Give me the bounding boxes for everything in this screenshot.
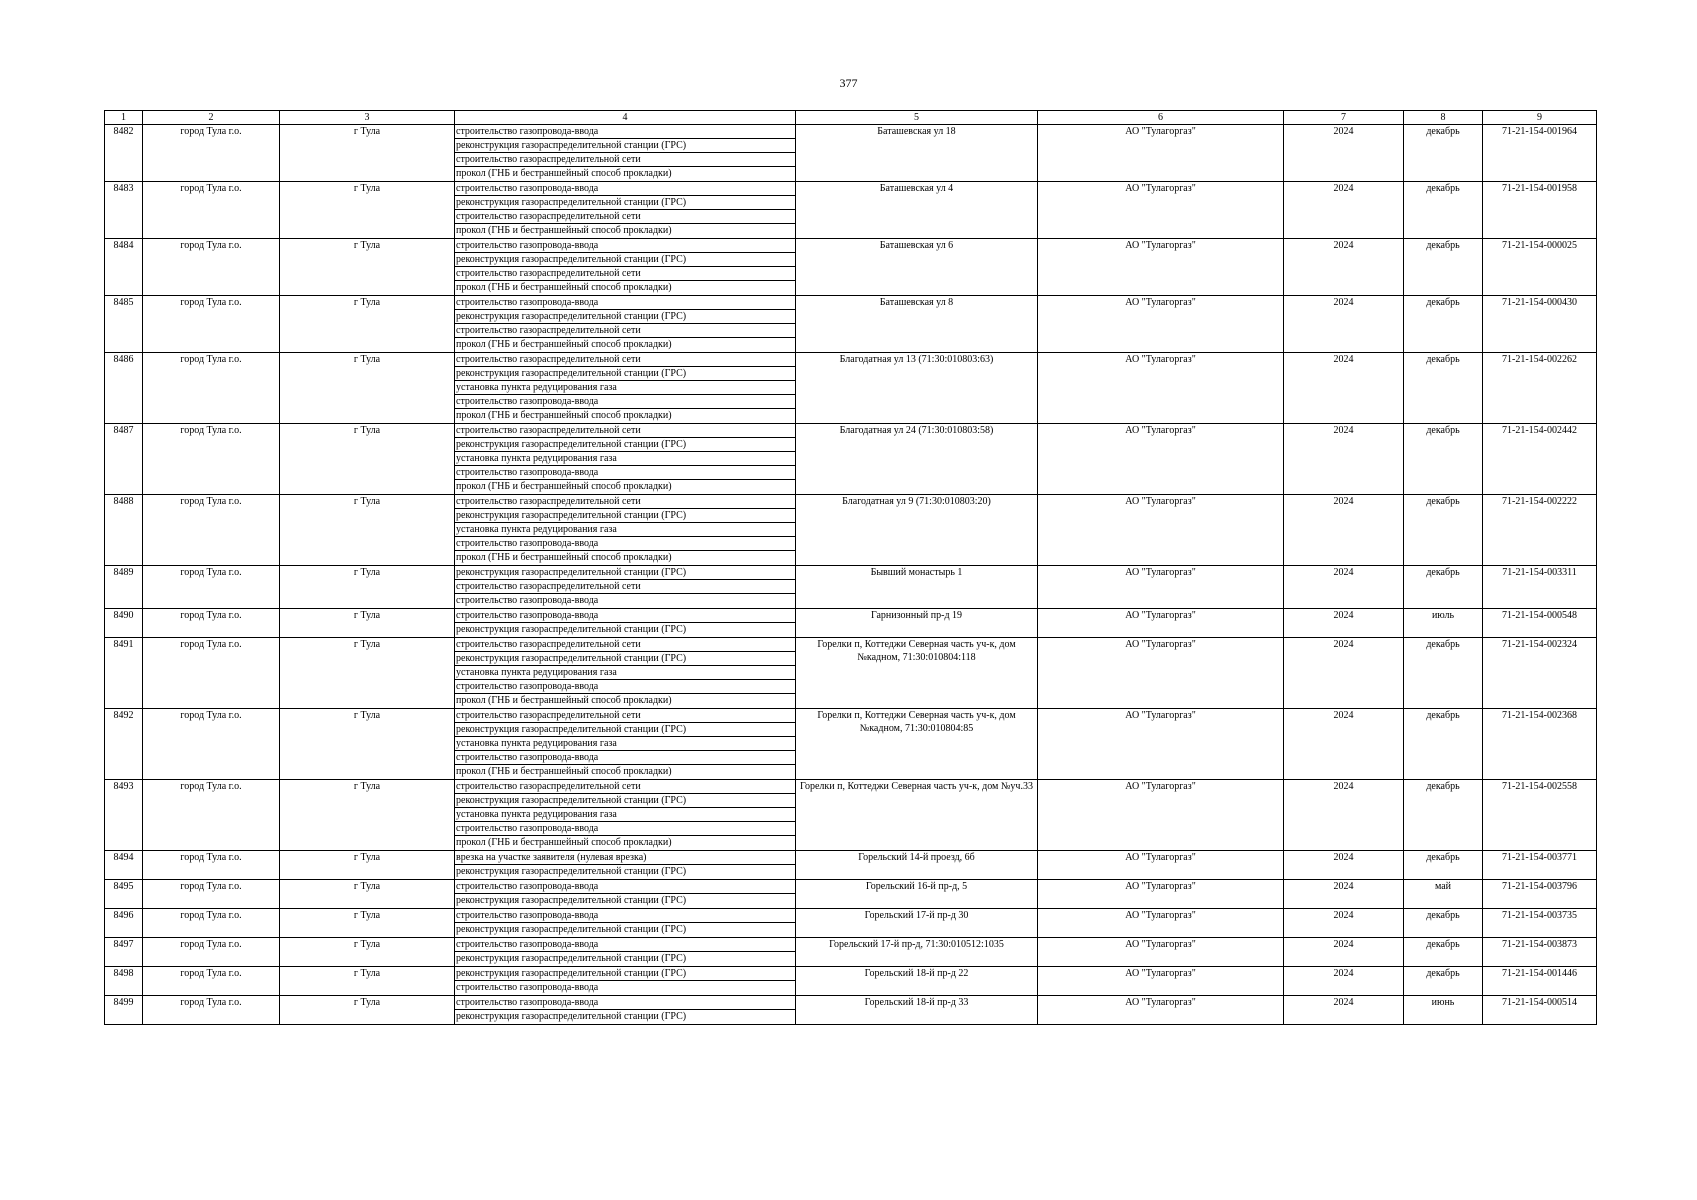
works-cell (455, 239, 796, 296)
month-cell: май (1404, 880, 1483, 909)
address-cell: Баташевская ул 6 (796, 239, 1038, 296)
table-row (105, 996, 1597, 1025)
header-cell: 7 (1284, 111, 1404, 125)
locality-cell: г Тула (280, 125, 455, 182)
work-item: реконструкция газораспределительной станции (ГРС) (455, 967, 795, 981)
address-cell: Баташевская ул 4 (796, 182, 1038, 239)
table-row (105, 880, 1597, 909)
address-cell: Горельский 18-й пр-д 22 (796, 967, 1038, 996)
work-item: прокол (ГНБ и бестраншейный способ прокладки) (456, 339, 672, 350)
year-cell: 2024 (1284, 851, 1404, 880)
year-cell: 2024 (1284, 424, 1404, 495)
locality-cell: г Тула (280, 566, 455, 609)
code-cell: 71-21-154-001958 (1483, 182, 1597, 239)
address-cell: Горелки п, Коттеджи Северная часть уч-к, дом №уч.33 (796, 780, 1038, 851)
table-row (105, 780, 1597, 851)
work-item: установка пункта редуцирования газа (455, 737, 795, 751)
month-cell: декабрь (1404, 239, 1483, 296)
district-cell: город Тула г.о. (143, 638, 280, 709)
operator-cell: АО "Тулагоргаз" (1038, 566, 1284, 609)
work-item: строительство газораспределительной сети (455, 424, 795, 438)
work-item: прокол (ГНБ и бестраншейный способ прокладки) (456, 282, 672, 293)
work-item: реконструкция газораспределительной станции (ГРС) (455, 310, 795, 324)
work-item: реконструкция газораспределительной станции (ГРС) (455, 367, 795, 381)
work-item: строительство газопровода-ввода (455, 751, 795, 765)
locality-cell: г Тула (280, 182, 455, 239)
month-cell: декабрь (1404, 909, 1483, 938)
work-item: строительство газопровода-ввода (455, 125, 795, 139)
address-cell: Бывший монастырь 1 (796, 566, 1038, 609)
month-cell: декабрь (1404, 780, 1483, 851)
district-cell: город Тула г.о. (143, 967, 280, 996)
district-cell: город Тула г.о. (143, 125, 280, 182)
year-cell: 2024 (1284, 353, 1404, 424)
month-cell: декабрь (1404, 638, 1483, 709)
work-item: установка пункта редуцирования газа (455, 381, 795, 395)
district-cell: город Тула г.о. (143, 780, 280, 851)
operator-cell: АО "Тулагоргаз" (1038, 996, 1284, 1025)
locality-cell: г Тула (280, 996, 455, 1025)
work-item: реконструкция газораспределительной станции (ГРС) (455, 652, 795, 666)
table-row (105, 566, 1597, 609)
work-item: строительство газопровода-ввода (455, 182, 795, 196)
row-number-cell: 8485 (105, 296, 143, 353)
code-cell: 71-21-154-002442 (1483, 424, 1597, 495)
table-row (105, 495, 1597, 566)
operator-cell: АО "Тулагоргаз" (1038, 125, 1284, 182)
operator-cell: АО "Тулагоргаз" (1038, 495, 1284, 566)
row-number-cell: 8498 (105, 967, 143, 996)
work-item: строительство газопровода-ввода (455, 537, 795, 551)
table-row (105, 909, 1597, 938)
code-cell: 71-21-154-001964 (1483, 125, 1597, 182)
address-cell: Благодатная ул 13 (71:30:010803:63) (796, 353, 1038, 424)
year-cell: 2024 (1284, 609, 1404, 638)
works-cell (455, 182, 796, 239)
code-cell: 71-21-154-000548 (1483, 609, 1597, 638)
work-item: реконструкция газораспределительной станции (ГРС) (455, 794, 795, 808)
district-cell: город Тула г.о. (143, 239, 280, 296)
locality-cell: г Тула (280, 967, 455, 996)
operator-cell: АО "Тулагоргаз" (1038, 239, 1284, 296)
address-cell: Благодатная ул 24 (71:30:010803:58) (796, 424, 1038, 495)
year-cell: 2024 (1284, 182, 1404, 239)
work-item: реконструкция газораспределительной станции (ГРС) (455, 253, 795, 267)
work-item: реконструкция газораспределительной станции (ГРС) (456, 624, 687, 635)
operator-cell: АО "Тулагоргаз" (1038, 909, 1284, 938)
district-cell: город Тула г.о. (143, 182, 280, 239)
operator-cell: АО "Тулагоргаз" (1038, 609, 1284, 638)
year-cell: 2024 (1284, 909, 1404, 938)
work-item: строительство газораспределительной сети (455, 780, 795, 794)
work-item: реконструкция газораспределительной станции (ГРС) (456, 924, 687, 935)
locality-cell: г Тула (280, 709, 455, 780)
work-item: прокол (ГНБ и бестраншейный способ прокладки) (456, 766, 672, 777)
header-cell: 4 (455, 111, 796, 125)
locality-cell: г Тула (280, 495, 455, 566)
code-cell: 71-21-154-003735 (1483, 909, 1597, 938)
work-item: установка пункта редуцирования газа (455, 666, 795, 680)
year-cell: 2024 (1284, 938, 1404, 967)
work-item: строительство газопровода-ввода (455, 466, 795, 480)
works-cell (455, 638, 796, 709)
operator-cell: АО "Тулагоргаз" (1038, 880, 1284, 909)
work-item: строительство газопровода-ввода (455, 609, 795, 623)
year-cell: 2024 (1284, 566, 1404, 609)
district-cell: город Тула г.о. (143, 709, 280, 780)
work-item: реконструкция газораспределительной станции (ГРС) (456, 953, 687, 964)
header-cell: 9 (1483, 111, 1597, 125)
table-row (105, 638, 1597, 709)
month-cell: декабрь (1404, 125, 1483, 182)
district-cell: город Тула г.о. (143, 880, 280, 909)
work-item: строительство газораспределительной сети (455, 267, 795, 281)
code-cell: 71-21-154-000514 (1483, 996, 1597, 1025)
work-item: реконструкция газораспределительной станции (ГРС) (456, 895, 687, 906)
address-cell: Горелки п, Коттеджи Северная часть уч-к, дом №кадном, 71:30:010804:85 (796, 709, 1038, 780)
code-cell: 71-21-154-003873 (1483, 938, 1597, 967)
work-item: строительство газопровода-ввода (455, 880, 795, 894)
work-item: прокол (ГНБ и бестраншейный способ прокладки) (456, 481, 672, 492)
work-item: прокол (ГНБ и бестраншейный способ прокладки) (456, 695, 672, 706)
work-item: строительство газопровода-ввода (455, 239, 795, 253)
work-item: реконструкция газораспределительной станции (ГРС) (456, 1011, 687, 1022)
work-item: врезка на участке заявителя (нулевая врезка) (455, 851, 795, 865)
work-item: строительство газораспределительной сети (455, 210, 795, 224)
month-cell: декабрь (1404, 424, 1483, 495)
month-cell: декабрь (1404, 566, 1483, 609)
address-cell: Горельский 17-й пр-д 30 (796, 909, 1038, 938)
code-cell: 71-21-154-003771 (1483, 851, 1597, 880)
operator-cell: АО "Тулагоргаз" (1038, 353, 1284, 424)
work-item: прокол (ГНБ и бестраншейный способ прокладки) (456, 837, 672, 848)
code-cell: 71-21-154-000430 (1483, 296, 1597, 353)
code-cell: 71-21-154-001446 (1483, 967, 1597, 996)
work-item: строительство газопровода-ввода (455, 909, 795, 923)
district-cell: город Тула г.о. (143, 609, 280, 638)
works-cell (455, 709, 796, 780)
month-cell: декабрь (1404, 353, 1483, 424)
year-cell: 2024 (1284, 709, 1404, 780)
row-number-cell: 8484 (105, 239, 143, 296)
table-row (105, 609, 1597, 638)
gasification-table (104, 110, 1597, 1025)
year-cell: 2024 (1284, 880, 1404, 909)
month-cell: декабрь (1404, 967, 1483, 996)
address-cell: Гарнизонный пр-д 19 (796, 609, 1038, 638)
address-cell: Горельский 14-й проезд, 6б (796, 851, 1038, 880)
locality-cell: г Тула (280, 353, 455, 424)
operator-cell: АО "Тулагоргаз" (1038, 182, 1284, 239)
table-row (105, 424, 1597, 495)
work-item: прокол (ГНБ и бестраншейный способ прокладки) (456, 410, 672, 421)
code-cell: 71-21-154-002324 (1483, 638, 1597, 709)
header-cell: 6 (1038, 111, 1284, 125)
locality-cell: г Тула (280, 424, 455, 495)
row-number-cell: 8488 (105, 495, 143, 566)
month-cell: декабрь (1404, 938, 1483, 967)
address-cell: Благодатная ул 9 (71:30:010803:20) (796, 495, 1038, 566)
work-item: строительство газораспределительной сети (455, 153, 795, 167)
works-cell (455, 938, 796, 967)
works-cell (455, 566, 796, 609)
locality-cell: г Тула (280, 239, 455, 296)
month-cell: декабрь (1404, 709, 1483, 780)
work-item: строительство газораспределительной сети (455, 580, 795, 594)
row-number-cell: 8483 (105, 182, 143, 239)
header-row (105, 111, 1597, 125)
operator-cell: АО "Тулагоргаз" (1038, 709, 1284, 780)
district-cell: город Тула г.о. (143, 566, 280, 609)
table-row (105, 709, 1597, 780)
header-cell: 8 (1404, 111, 1483, 125)
row-number-cell: 8497 (105, 938, 143, 967)
works-cell (455, 296, 796, 353)
work-item: строительство газопровода-ввода (455, 680, 795, 694)
district-cell: город Тула г.о. (143, 424, 280, 495)
work-item: строительство газопровода-ввода (455, 395, 795, 409)
work-item: установка пункта редуцирования газа (455, 452, 795, 466)
month-cell: декабрь (1404, 296, 1483, 353)
code-cell: 71-21-154-002368 (1483, 709, 1597, 780)
month-cell: июль (1404, 609, 1483, 638)
code-cell: 71-21-154-003311 (1483, 566, 1597, 609)
operator-cell: АО "Тулагоргаз" (1038, 851, 1284, 880)
district-cell: город Тула г.о. (143, 938, 280, 967)
locality-cell: г Тула (280, 609, 455, 638)
header-cell: 3 (280, 111, 455, 125)
header-cell: 5 (796, 111, 1038, 125)
code-cell: 71-21-154-002222 (1483, 495, 1597, 566)
row-number-cell: 8494 (105, 851, 143, 880)
row-number-cell: 8487 (105, 424, 143, 495)
address-cell: Горелки п, Коттеджи Северная часть уч-к, дом №кадном, 71:30:010804:118 (796, 638, 1038, 709)
work-item: установка пункта редуцирования газа (455, 523, 795, 537)
operator-cell: АО "Тулагоргаз" (1038, 424, 1284, 495)
work-item: строительство газопровода-ввода (456, 595, 599, 606)
work-item: строительство газораспределительной сети (455, 324, 795, 338)
year-cell: 2024 (1284, 638, 1404, 709)
operator-cell: АО "Тулагоргаз" (1038, 638, 1284, 709)
address-cell: Горельский 17-й пр-д, 71:30:010512:1035 (796, 938, 1038, 967)
row-number-cell: 8482 (105, 125, 143, 182)
year-cell: 2024 (1284, 996, 1404, 1025)
year-cell: 2024 (1284, 125, 1404, 182)
table-row (105, 239, 1597, 296)
operator-cell: АО "Тулагоргаз" (1038, 780, 1284, 851)
works-cell (455, 495, 796, 566)
month-cell: декабрь (1404, 851, 1483, 880)
table-row (105, 353, 1597, 424)
year-cell: 2024 (1284, 967, 1404, 996)
code-cell: 71-21-154-002558 (1483, 780, 1597, 851)
work-item: строительство газораспределительной сети (455, 495, 795, 509)
table-row (105, 296, 1597, 353)
header-cell: 1 (105, 111, 143, 125)
month-cell: декабрь (1404, 495, 1483, 566)
district-cell: город Тула г.о. (143, 296, 280, 353)
row-number-cell: 8489 (105, 566, 143, 609)
month-cell: декабрь (1404, 182, 1483, 239)
address-cell: Горельский 16-й пр-д, 5 (796, 880, 1038, 909)
locality-cell: г Тула (280, 780, 455, 851)
year-cell: 2024 (1284, 239, 1404, 296)
work-item: строительство газопровода-ввода (455, 938, 795, 952)
work-item: строительство газораспределительной сети (455, 353, 795, 367)
district-cell: город Тула г.о. (143, 909, 280, 938)
work-item: реконструкция газораспределительной станции (ГРС) (455, 196, 795, 210)
work-item: реконструкция газораспределительной станции (ГРС) (455, 509, 795, 523)
row-number-cell: 8499 (105, 996, 143, 1025)
month-cell: июнь (1404, 996, 1483, 1025)
code-cell: 71-21-154-002262 (1483, 353, 1597, 424)
year-cell: 2024 (1284, 495, 1404, 566)
locality-cell: г Тула (280, 938, 455, 967)
work-item: реконструкция газораспределительной станции (ГРС) (456, 866, 687, 877)
works-cell (455, 909, 796, 938)
work-item: строительство газопровода-ввода (455, 296, 795, 310)
operator-cell: АО "Тулагоргаз" (1038, 938, 1284, 967)
works-cell (455, 996, 796, 1025)
table-row (105, 938, 1597, 967)
works-cell (455, 353, 796, 424)
works-cell (455, 880, 796, 909)
row-number-cell: 8490 (105, 609, 143, 638)
works-cell (455, 780, 796, 851)
table-row (105, 182, 1597, 239)
district-cell: город Тула г.о. (143, 851, 280, 880)
works-cell (455, 967, 796, 996)
row-number-cell: 8492 (105, 709, 143, 780)
operator-cell: АО "Тулагоргаз" (1038, 296, 1284, 353)
table-row (105, 125, 1597, 182)
code-cell: 71-21-154-003796 (1483, 880, 1597, 909)
work-item: строительство газораспределительной сети (455, 709, 795, 723)
work-item: реконструкция газораспределительной станции (ГРС) (455, 438, 795, 452)
row-number-cell: 8496 (105, 909, 143, 938)
locality-cell: г Тула (280, 880, 455, 909)
header-cell: 2 (143, 111, 280, 125)
works-cell (455, 424, 796, 495)
work-item: прокол (ГНБ и бестраншейный способ прокладки) (456, 168, 672, 179)
work-item: прокол (ГНБ и бестраншейный способ прокладки) (456, 225, 672, 236)
work-item: строительство газораспределительной сети (455, 638, 795, 652)
works-cell (455, 851, 796, 880)
district-cell: город Тула г.о. (143, 353, 280, 424)
work-item: строительство газопровода-ввода (456, 982, 599, 993)
table-row (105, 967, 1597, 996)
locality-cell: г Тула (280, 909, 455, 938)
row-number-cell: 8486 (105, 353, 143, 424)
work-item: установка пункта редуцирования газа (455, 808, 795, 822)
row-number-cell: 8491 (105, 638, 143, 709)
row-number-cell: 8495 (105, 880, 143, 909)
work-item: реконструкция газораспределительной станции (ГРС) (455, 566, 795, 580)
address-cell: Баташевская ул 18 (796, 125, 1038, 182)
district-cell: город Тула г.о. (143, 996, 280, 1025)
works-cell (455, 125, 796, 182)
work-item: реконструкция газораспределительной станции (ГРС) (455, 139, 795, 153)
code-cell: 71-21-154-000025 (1483, 239, 1597, 296)
row-number-cell: 8493 (105, 780, 143, 851)
page-number: 377 (839, 76, 858, 90)
locality-cell: г Тула (280, 638, 455, 709)
work-item: прокол (ГНБ и бестраншейный способ прокладки) (456, 552, 672, 563)
work-item: строительство газопровода-ввода (455, 996, 795, 1010)
table-row (105, 851, 1597, 880)
works-cell (455, 609, 796, 638)
locality-cell: г Тула (280, 296, 455, 353)
work-item: строительство газопровода-ввода (455, 822, 795, 836)
year-cell: 2024 (1284, 296, 1404, 353)
work-item: реконструкция газораспределительной станции (ГРС) (455, 723, 795, 737)
locality-cell: г Тула (280, 851, 455, 880)
year-cell: 2024 (1284, 780, 1404, 851)
district-cell: город Тула г.о. (143, 495, 280, 566)
address-cell: Баташевская ул 8 (796, 296, 1038, 353)
operator-cell: АО "Тулагоргаз" (1038, 967, 1284, 996)
address-cell: Горельский 18-й пр-д 33 (796, 996, 1038, 1025)
